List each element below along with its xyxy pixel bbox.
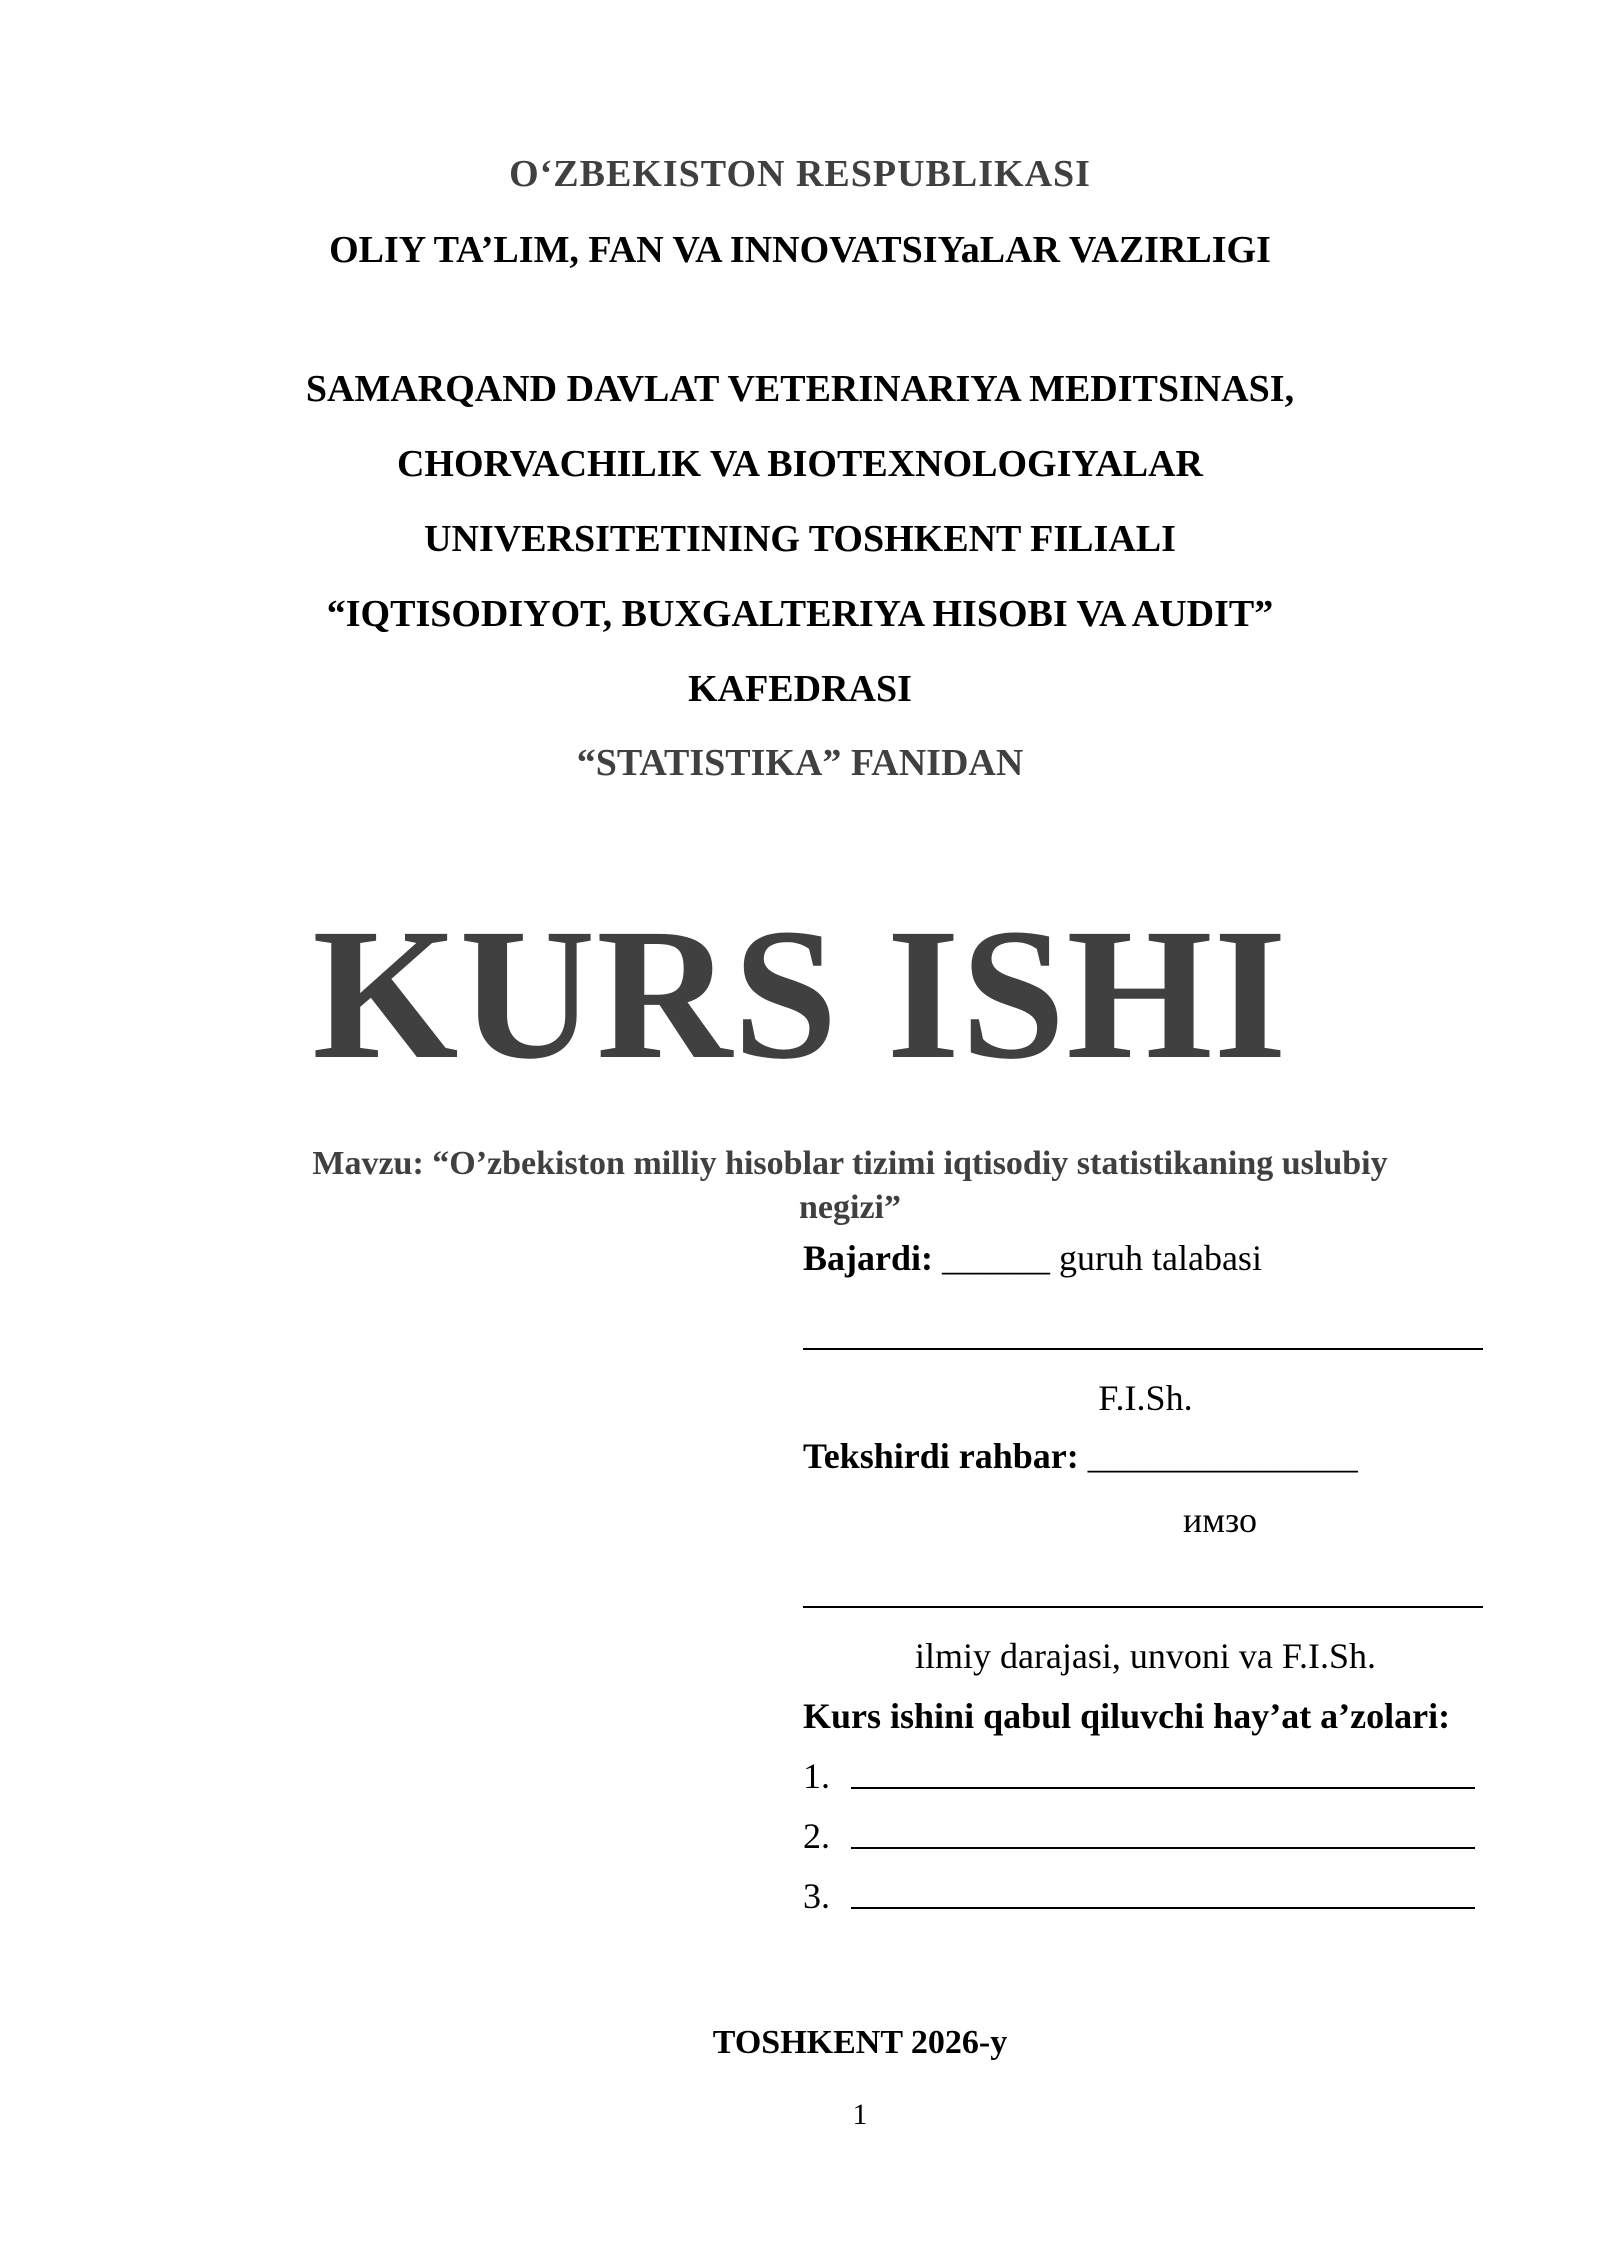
department-line-1: “IQTISODIYOT, BUXGALTERIYA HISOBI VA AUDIT” [326,593,1274,635]
committee-item-number: 1. [803,1756,830,1796]
student-name-caption: F.I.Sh. [1098,1378,1193,1418]
topic-line-2: negizi” [799,1189,901,1226]
supervisor-label: Tekshirdi rahbar: [803,1436,1079,1476]
performed-label: Bajardi: [803,1238,933,1278]
group-blank: ______ [942,1238,1050,1278]
document-title: KURS ISHI [312,889,1288,1098]
supervisor-degree-line [803,1606,1483,1608]
supervisor-row [803,1434,1358,1478]
subject-heading: “STATISTIKA” FANIDAN [576,742,1024,784]
topic-line-1: Mavzu: “O’zbekiston milliy hisoblar tizimi iqtisodiy statistikaning uslubiy [312,1145,1388,1182]
university-line-2: CHORVACHILIK VA BIOTEXNOLOGIYALAR [396,443,1204,485]
committee-label: Kurs ishini qabul qiluvchi hay’at a’zolari: [803,1696,1451,1736]
committee-item-3-line [851,1907,1475,1909]
signature-caption: имзо [1183,1500,1258,1540]
department-line-2: KAFEDRASI [688,668,912,710]
city-year: TOSHKENT 2026-y [712,2024,1008,2061]
committee-item-3 [803,1874,830,1918]
committee-item-2-line [851,1847,1475,1849]
committee-item-number: 3. [803,1876,830,1916]
performed-row [803,1236,1262,1280]
supervisor-blank: _______________ [1087,1436,1358,1476]
university-line-3: UNIVERSITETINING TOSHKENT FILIALI [424,518,1176,560]
topic [230,1142,1470,1230]
page-number: 1 [852,2098,868,2131]
supervisor-degree-caption: ilmiy darajasi, unvoni va F.I.Sh. [914,1636,1377,1676]
committee-item-2 [803,1814,830,1858]
committee-item-1 [803,1754,830,1798]
committee-item-number: 2. [803,1816,830,1856]
ministry-heading: OLIY TA’LIM, FAN VA INNOVATSIYaLAR VAZIRLIGI [329,229,1271,271]
student-name-line [803,1348,1483,1350]
country-heading: O‘ZBEKISTON RESPUBLIKASI [509,153,1091,195]
university-line-1: SAMARQAND DAVLAT VETERINARIYA MEDITSINASI, [305,368,1295,410]
performed-suffix: guruh talabasi [1059,1238,1262,1278]
committee-item-1-line [851,1787,1475,1789]
